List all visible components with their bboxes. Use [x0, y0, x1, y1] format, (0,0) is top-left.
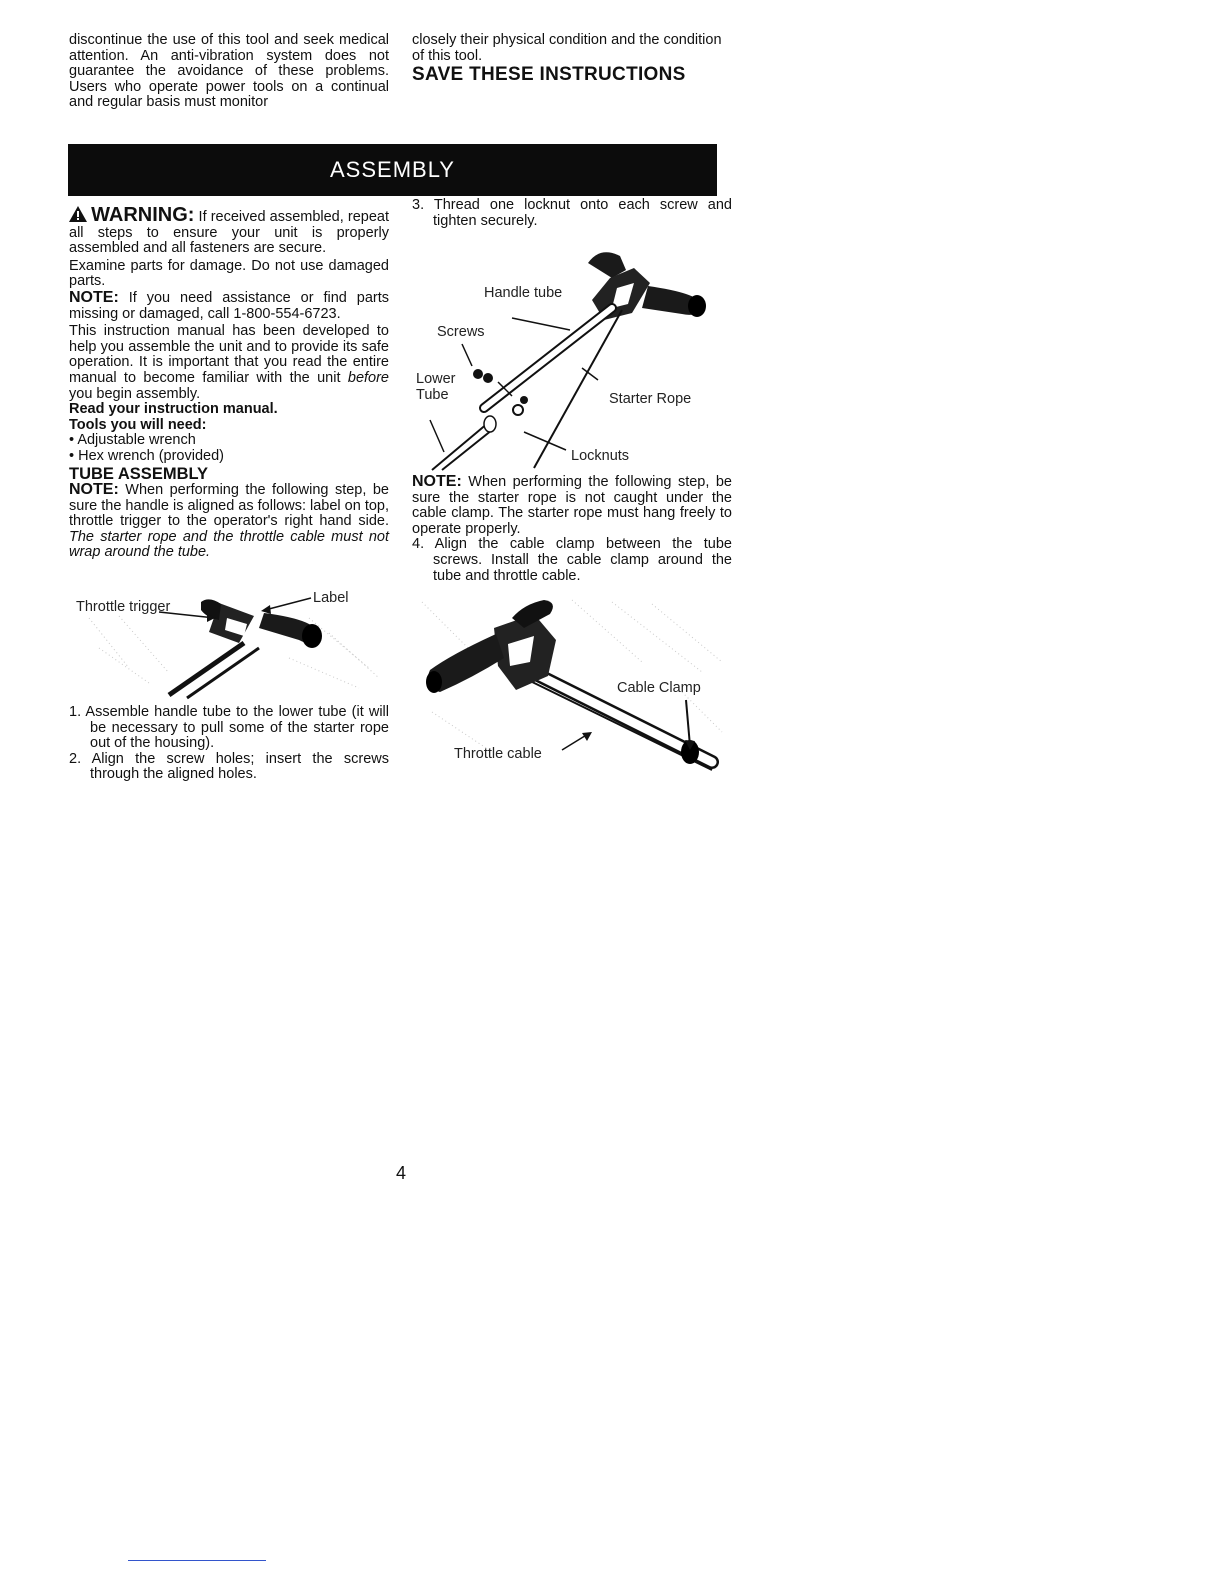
lower-label: Lower — [416, 371, 456, 387]
handle-tube-label: Handle tube — [484, 285, 563, 301]
note2-label: NOTE: — [69, 481, 119, 499]
throttle-cable-label: Throttle cable — [454, 746, 542, 762]
read-manual-text: Read your instruction manual. — [69, 401, 278, 418]
note2-paragraph — [69, 482, 389, 561]
step-3: 3. Thread one locknut onto each screw and tighten securely. — [412, 197, 732, 229]
note1-paragraph — [69, 290, 389, 322]
examine-text: Examine parts for damage. Do not use damaged parts. — [69, 257, 389, 290]
label-callout: Label — [313, 590, 349, 606]
locknuts-label: Locknuts — [571, 448, 630, 464]
note2-italic-text: The starter rope and the throttle cable must not wrap around the tube. — [69, 528, 389, 561]
tube-assembly-heading: TUBE ASSEMBLY — [69, 464, 209, 483]
note3-text: When performing the following step, be sure the starter rope is not caught under the cable clamp. The starter rope must hang freely to operate properly. — [412, 474, 732, 537]
right-column-top — [412, 198, 732, 229]
note3-paragraph — [412, 474, 732, 537]
intro-paragraph-right — [412, 32, 732, 86]
note2-text: When performing the following step, be sure the handle is aligned as follows: label on top, throttle trigger to the operator's right hand side. — [69, 482, 390, 530]
note1-text: If you need assistance or find parts missing or damaged, call 1-800-554-6723. — [69, 289, 389, 322]
cable-clamp-label: Cable Clamp — [617, 680, 701, 696]
starter-rope-label: Starter Rope — [609, 391, 692, 407]
manual-text-1: This instruction manual has been developed to help you assemble the unit and to provide its safe operation. It is important that you read the entire manual to become familiar with the unit — [69, 323, 389, 386]
screws-label: Screws — [437, 324, 485, 340]
tools-heading: Tools you will need: — [69, 416, 207, 433]
assembly-banner — [68, 144, 717, 196]
throttle-trigger-label: Throttle trigger — [76, 599, 171, 615]
manual-text-2: you begin assembly. — [69, 385, 201, 402]
manual-text-italic: before — [347, 369, 389, 386]
figure-handle-alignment — [69, 588, 389, 700]
note1-label: NOTE: — [69, 288, 119, 306]
left-column — [69, 206, 389, 561]
intro-paragraph-left — [69, 33, 389, 111]
right-column-middle — [412, 474, 732, 584]
warning-icon — [69, 206, 87, 222]
warning-label: WARNING: — [91, 204, 195, 226]
tools-list — [69, 433, 389, 464]
page-number: 4 — [396, 1163, 407, 1183]
intro-left-text: discontinue the use of this tool and seek medical attention. An anti-vibration system does not guarantee the avoidance of these problems. Users who operate power tools on a continual and regular basis must monitor — [69, 32, 389, 111]
manual-paragraph — [69, 324, 389, 402]
figure-screws-locknuts — [412, 238, 732, 470]
tool-item: • Adjustable wrench — [69, 433, 389, 449]
tube-label: Tube — [416, 387, 449, 403]
save-instructions-heading: SAVE THESE INSTRUCTIONS — [412, 64, 686, 86]
tool-item: • Hex wrench (provided) — [69, 449, 389, 465]
intro-right-text: closely their physical condition and the condition of this tool. — [412, 32, 722, 64]
step-2: 2. Align the screw holes; insert the screws through the aligned holes. — [69, 750, 389, 783]
note3-label: NOTE: — [412, 473, 462, 490]
footer-divider — [128, 1560, 266, 1561]
warning-paragraph — [69, 206, 389, 257]
step-4: 4. Align the cable clamp between the tube screws. Install the cable clamp around the tube and throttle cable. — [412, 536, 732, 584]
assembly-title: ASSEMBLY — [330, 157, 455, 182]
steps-left — [69, 705, 389, 783]
figure-cable-clamp — [412, 592, 732, 766]
warning-text: If received assembled, repeat all steps to ensure your unit is properly assembled and all fasteners are secure. — [69, 209, 389, 257]
step-1: 1. Assemble handle tube to the lower tube (it will be necessary to pull some of the starter rope out of the housing). — [69, 704, 389, 752]
